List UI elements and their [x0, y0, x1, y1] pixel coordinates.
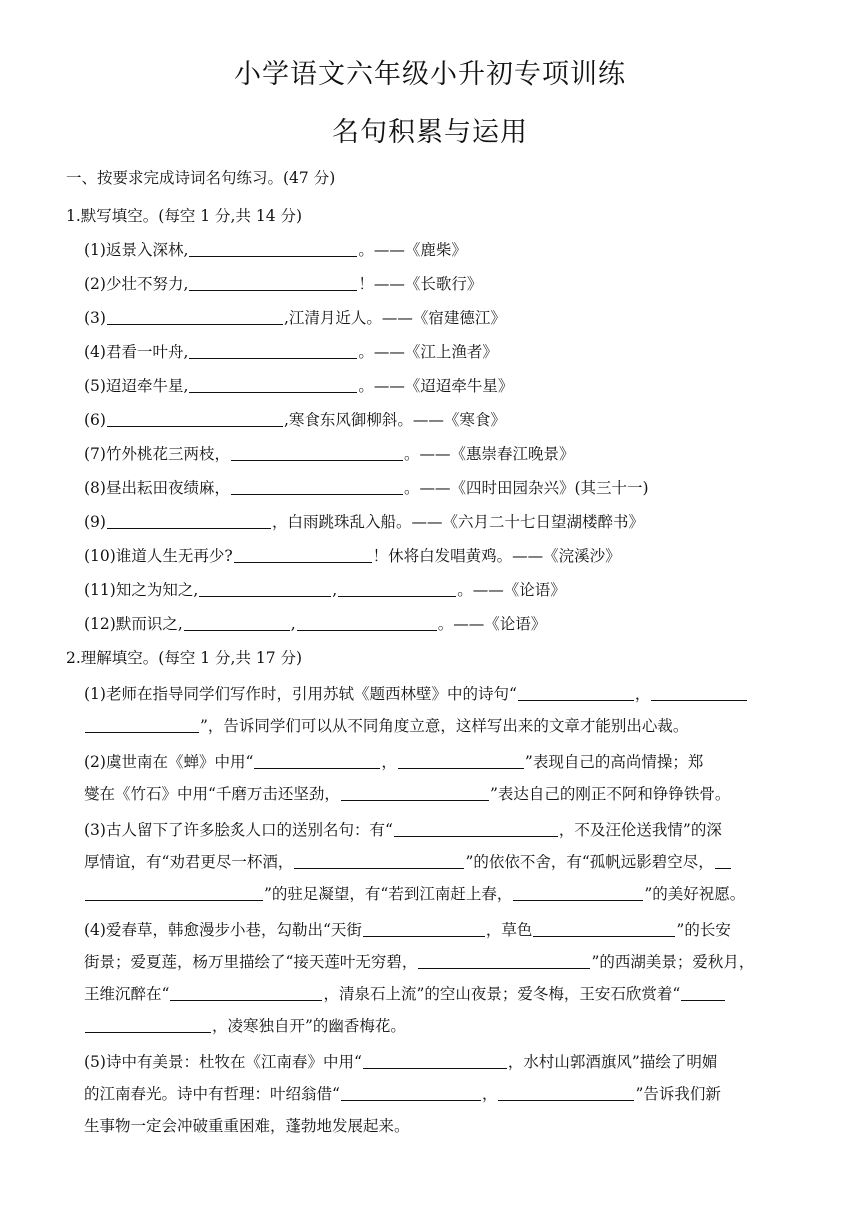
- q2-p4-line-1: (4)爱春草，韩愈漫步小巷，勾勒出“天街 ，草色 ”的长安: [84, 921, 731, 939]
- q2-p2-line-2: 燮在《竹石》中用“千磨万击还坚劲， ”表达自己的刚正不阿和铮铮铁骨。: [84, 785, 731, 803]
- q2-p5-line-1: (5)诗中有美景：杜牧在《江南春》中用“ ，水村山郭酒旗风”描绘了明媚: [84, 1053, 718, 1071]
- answer-blank[interactable]: [518, 685, 634, 701]
- answer-blank[interactable]: [498, 1085, 634, 1101]
- q1-item-5: (5)迢迢牵牛星, 。——《迢迢牵牛星》: [84, 377, 514, 395]
- answer-blank[interactable]: [338, 581, 456, 597]
- q2-p4-line-4: ，凌寒独自开”的幽香梅花。: [84, 1016, 406, 1036]
- answer-blank[interactable]: [297, 615, 437, 631]
- answer-blank[interactable]: [189, 377, 357, 393]
- page-title: 小学语文六年级小升初专项训练: [234, 59, 626, 90]
- answer-blank[interactable]: [513, 885, 643, 901]
- section-heading: 一、按要求完成诗词名句练习。(47 分): [66, 169, 336, 187]
- q2-p1-line-1: (1)老师在指导同学们写作时，引用苏轼《题西林壁》中的诗句“ ，: [84, 684, 748, 704]
- q1-item-2: (2)少壮不努力, ！——《长歌行》: [84, 275, 483, 293]
- q2-p2-line-1: (2)虞世南在《蝉》中用“ ， ”表现自己的高尚情操；郑: [84, 753, 704, 771]
- q2-p1-line-2: ”，告诉同学们可以从不同角度立意，这样写出来的文章才能别出心裁。: [84, 716, 688, 736]
- q1-item-1: (1)返景入深林, 。——《鹿柴》: [84, 241, 467, 259]
- q1-item-7: (7)竹外桃花三两枝， 。——《惠崇春江晚景》: [84, 445, 575, 463]
- answer-blank[interactable]: [341, 1085, 481, 1101]
- answer-blank[interactable]: [418, 953, 590, 969]
- answer-blank[interactable]: [107, 411, 283, 427]
- answer-blank[interactable]: [107, 309, 283, 325]
- answer-blank[interactable]: [85, 885, 263, 901]
- answer-blank[interactable]: [231, 445, 403, 461]
- answer-blank[interactable]: [341, 785, 489, 801]
- answer-blank[interactable]: [398, 753, 524, 769]
- q2-p3-line-1: (3)古人留下了许多脍炙人口的送别名句：有“ ，不及汪伦送我情”的深: [84, 821, 722, 839]
- answer-blank[interactable]: [184, 615, 290, 631]
- answer-blank[interactable]: [170, 985, 322, 1001]
- answer-blank[interactable]: [363, 921, 485, 937]
- question-1-heading: 1.默写填空。(每空 1 分,共 14 分): [66, 207, 303, 225]
- q1-item-9: (9) ，白雨跳珠乱入船。——《六月二十七日望湖楼醉书》: [84, 513, 644, 531]
- question-2-heading: 2.理解填空。(每空 1 分,共 17 分): [66, 649, 303, 667]
- answer-blank[interactable]: [715, 853, 731, 869]
- q1-item-3: (3) ,江清月近人。——《宿建德江》: [84, 309, 506, 327]
- q1-item-8: (8)昼出耘田夜绩麻， 。——《四时田园杂兴》(其三十一): [84, 479, 649, 497]
- answer-blank[interactable]: [254, 753, 380, 769]
- answer-blank[interactable]: [294, 853, 464, 869]
- answer-blank[interactable]: [85, 1017, 211, 1033]
- answer-blank[interactable]: [189, 275, 357, 291]
- answer-blank[interactable]: [681, 985, 725, 1001]
- q1-item-6: (6) ,寒食东风御柳斜。——《寒食》: [84, 411, 506, 429]
- q2-p5-line-2: 的江南春光。诗中有哲理：叶绍翁借“ ， ”告诉我们新: [84, 1085, 721, 1103]
- q1-item-4: (4)君看一叶舟, 。——《江上渔者》: [84, 343, 498, 361]
- answer-blank[interactable]: [231, 479, 403, 495]
- answer-blank[interactable]: [189, 241, 357, 257]
- answer-blank[interactable]: [85, 717, 199, 733]
- q2-p4-line-2: 街景；爱夏莲，杨万里描绘了“接天莲叶无穷碧， ”的西湖美景；爱秋月，: [84, 953, 755, 971]
- answer-blank[interactable]: [363, 1053, 507, 1069]
- answer-blank[interactable]: [533, 921, 675, 937]
- answer-blank[interactable]: [394, 821, 558, 837]
- answer-blank[interactable]: [199, 581, 331, 597]
- q2-p5-line-3: 生事物一定会冲破重重困难，蓬勃地发展起来。: [84, 1117, 410, 1135]
- answer-blank[interactable]: [189, 343, 357, 359]
- q1-item-12: (12)默而识之, , 。——《论语》: [84, 615, 547, 633]
- q2-p3-line-3: ”的驻足凝望，有“若到江南赶上春， ”的美好祝愿。: [84, 884, 745, 904]
- q1-item-10: (10)谁道人生无再少? ！休将白发唱黄鸡。——《浣溪沙》: [84, 547, 621, 565]
- q1-item-11: (11)知之为知之, , 。——《论语》: [84, 581, 566, 599]
- answer-blank[interactable]: [107, 513, 271, 529]
- q2-p3-line-2: 厚情谊，有“劝君更尽一杯酒， ”的依依不舍，有“孤帆远影碧空尽，: [84, 852, 732, 872]
- answer-blank[interactable]: [234, 547, 372, 563]
- page-subtitle: 名句积累与运用: [332, 117, 528, 148]
- q2-p4-line-3: 王维沉醉在“ ，清泉石上流”的空山夜景；爱冬梅，王安石欣赏着“: [84, 984, 726, 1004]
- answer-blank[interactable]: [651, 685, 747, 701]
